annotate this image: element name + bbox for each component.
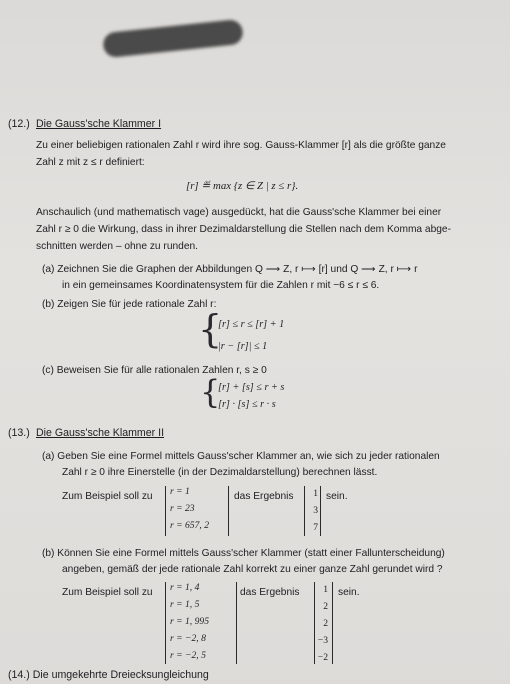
s13-b-result-3: 2 xyxy=(323,618,328,629)
s13-a-result-2: 3 xyxy=(313,505,318,516)
s13-a-result-rule-right xyxy=(320,486,321,536)
s13-task-b-line1: (b) Können Sie eine Formel mittels Gauss'scher Klammer (statt einer Fallunterscheidung) xyxy=(42,548,445,559)
s13-a-mid-rule xyxy=(228,486,229,536)
s12-task-a-line2: in ein gemeinsames Koordinatensystem für die Zahlen r mit −6 ≤ r ≤ 6. xyxy=(62,280,380,291)
s13-b-end-label: sein. xyxy=(338,587,360,598)
s13-b-result-label: das Ergebnis xyxy=(240,587,300,598)
s13-task-b-line2: angeben, gemäß der jede rationale Zahl korrekt zu einer ganze Zahl gerundet wird ? xyxy=(62,564,443,575)
s12-paragraph-line1: Anschaulich (und mathematisch vage) ausgedückt, hat die Gauss'sche Klammer bei einer xyxy=(36,207,442,218)
section-12-title: Die Gauss'sche Klammer I xyxy=(36,118,162,130)
s13-b-row-1: r = 1, 4 xyxy=(170,582,200,593)
s12-b-brace: { xyxy=(198,307,223,351)
section-13-title: Die Gauss'sche Klammer II xyxy=(36,427,165,439)
s12-intro-line1: Zu einer beliebigen rationalen Zahl r wird ihre sog. Gauss-Klammer [r] als die größte ganze xyxy=(36,140,446,151)
s13-b-row-4: r = −2, 8 xyxy=(170,633,206,644)
s12-paragraph-line3: schnitten werden – ohne zu runden. xyxy=(36,241,198,252)
s12-c-brace: { xyxy=(200,373,221,411)
s13-b-row-3: r = 1, 995 xyxy=(170,616,209,627)
s13-a-row-1: r = 1 xyxy=(170,486,190,497)
s12-paragraph-line2: Zahl r ≥ 0 die Wirkung, dass in ihrer Dezimaldarstellung die Stellen nach dem Komma abge- xyxy=(36,224,451,235)
s12-b-formula2: |r − [r]| ≤ 1 xyxy=(218,341,268,352)
s12-b-formula1: [r] ≤ r ≤ [r] + 1 xyxy=(218,319,285,330)
s13-b-result-5: −2 xyxy=(317,652,328,663)
s13-b-row-2: r = 1, 5 xyxy=(170,599,200,610)
s13-a-row-2: r = 23 xyxy=(170,503,195,514)
s13-a-result-label: das Ergebnis xyxy=(234,491,294,502)
s13-task-a-line2: Zahl r ≥ 0 ihre Einerstelle (in der Dezimaldarstellung) berechnen lässt. xyxy=(62,467,378,478)
s13-a-result-1: 1 xyxy=(313,488,318,499)
redaction-mark xyxy=(102,19,244,58)
s13-b-left-rule xyxy=(165,582,166,664)
s13-b-result-1: 1 xyxy=(323,584,328,595)
s13-b-mid-rule xyxy=(236,582,237,664)
s13-b-row-5: r = −2, 5 xyxy=(170,650,206,661)
s12-intro-line2: Zahl z mit z ≤ r definiert: xyxy=(36,157,145,168)
s13-a-example-label: Zum Beispiel soll zu xyxy=(62,491,153,502)
s13-b-result-4: −3 xyxy=(317,635,328,646)
section-14-title: (14.) Die umgekehrte Dreiecksungleichung xyxy=(8,669,209,681)
s12-task-b: (b) Zeigen Sie für jede rationale Zahl r: xyxy=(42,299,217,310)
s13-task-a-line1: (a) Geben Sie eine Formel mittels Gauss'scher Klammer an, wie sich zu jeder rationalen xyxy=(42,451,440,462)
s13-b-result-rule-right xyxy=(332,582,333,664)
section-13-number: (13.) xyxy=(8,427,30,439)
s13-b-result-2: 2 xyxy=(323,601,328,612)
s12-task-a-line1: (a) Zeichnen Sie die Graphen der Abbildungen Q ⟶ Z, r ⟼ [r] und Q ⟶ Z, r ⟼ r xyxy=(42,264,418,275)
section-12-number: (12.) xyxy=(8,118,30,130)
s12-c-formula1: [r] + [s] ≤ r + s xyxy=(218,382,285,393)
s13-a-left-rule xyxy=(165,486,166,536)
s13-a-result-3: 7 xyxy=(313,522,318,533)
s12-definition-formula: [r] ≝ max {z ∈ Z | z ≤ r}. xyxy=(186,180,299,192)
s12-task-c: (c) Beweisen Sie für alle rationalen Zahlen r, s ≥ 0 xyxy=(42,365,267,376)
s13-b-example-label: Zum Beispiel soll zu xyxy=(62,587,153,598)
s12-c-formula2: [r] · [s] ≤ r · s xyxy=(218,399,276,410)
s13-a-end-label: sein. xyxy=(326,491,348,502)
s13-a-row-3: r = 657, 2 xyxy=(170,520,209,531)
